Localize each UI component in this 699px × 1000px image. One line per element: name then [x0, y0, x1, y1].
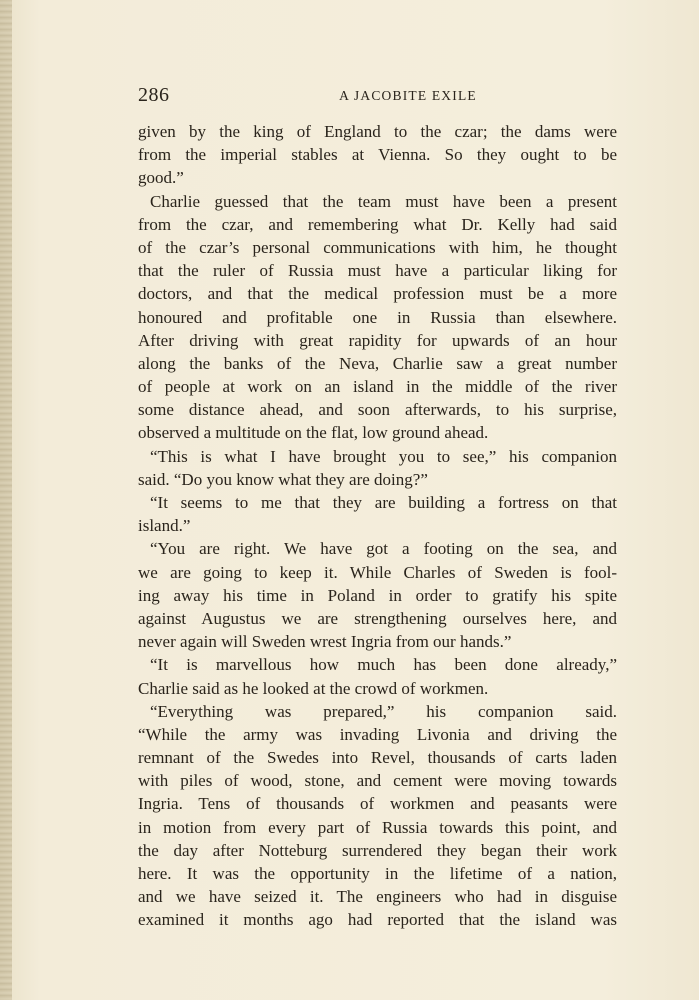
text-line: the day after Notteburg surrendered they began their work — [138, 840, 617, 860]
text-line: with piles of wood, stone, and cement were moving towards — [138, 771, 617, 791]
text-line: “You are right. We have got a footing on the sea, and — [150, 539, 617, 559]
text-line: we are going to keep it. While Charles of Sweden is fool- — [138, 562, 617, 582]
text-line: that the ruler of Russia must have a particular liking for — [138, 261, 617, 281]
body-text — [138, 120, 617, 932]
text-line: from the imperial stables at Vienna. So they ought to be — [138, 145, 617, 165]
text-line: against Augustus we are strengthening ourselves here, and — [138, 608, 617, 628]
text-line: from the czar, and remembering what Dr. Kelly had said — [138, 214, 617, 234]
text-line: “While the army was invading Livonia and driving the — [138, 724, 617, 744]
text-line: Charlie guessed that the team must have been a present — [150, 191, 617, 211]
text-line: remnant of the Swedes into Revel, thousands of carts laden — [138, 748, 617, 768]
text-line: honoured and profitable one in Russia than elsewhere. — [138, 307, 617, 327]
text-line: here. It was the opportunity in the lifetime of a nation, — [138, 864, 617, 883]
page-binding-edge — [0, 0, 12, 1000]
text-line: After driving with great rapidity for upwards of an hour — [138, 330, 617, 350]
text-line: island.” — [138, 516, 191, 536]
text-line: Charlie said as he looked at the crowd of workmen. — [138, 678, 489, 698]
text-line: observed a multitude on the flat, low ground ahead. — [138, 423, 489, 443]
text-line: “It is marvellous how much has been done already,” — [150, 655, 617, 675]
text-line: of people at work on an island in the middle of the river — [138, 377, 617, 397]
text-line: never again will Sweden wrest Ingria from our hands.” — [138, 632, 512, 652]
text-line: “Everything was prepared,” his companion said. — [150, 701, 617, 721]
text-line: doctors, and that the medical profession must be a more — [138, 284, 617, 304]
page-header — [138, 84, 618, 108]
running-head: A JACOBITE EXILE — [339, 88, 477, 103]
text-line: given by the king of England to the czar; the dams were — [138, 122, 617, 141]
text-line: said. “Do you know what they are doing?” — [138, 469, 428, 489]
text-line: and we have seized it. The engineers who had in disguise — [138, 887, 617, 907]
text-line: good.” — [138, 168, 184, 188]
text-line: “This is what I have brought you to see,” his companion — [150, 446, 617, 466]
text-line: ing away his time in Poland in order to gratify his spite — [138, 585, 617, 605]
text-line: examined it months ago had reported that the island was — [138, 910, 617, 930]
text-line: some distance ahead, and soon afterwards, to his surprise, — [138, 400, 617, 420]
text-line: in motion from every part of Russia towards this point, and — [138, 817, 617, 837]
page-number: 286 — [138, 84, 170, 106]
text-line: of the czar’s personal communications with him, he thought — [138, 237, 617, 257]
text-line: along the banks of the Neva, Charlie saw a great number — [138, 353, 617, 373]
text-line: Ingria. Tens of thousands of workmen and peasants were — [138, 794, 617, 814]
text-line: “It seems to me that they are building a fortress on that — [150, 493, 617, 512]
